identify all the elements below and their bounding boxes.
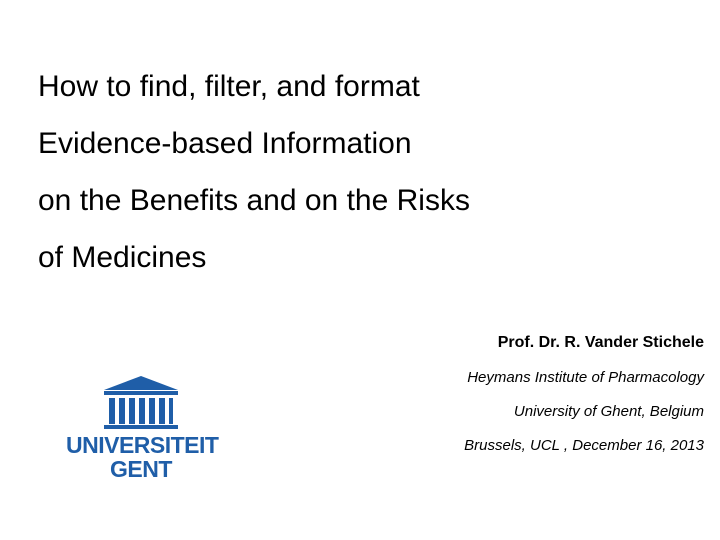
logo-text-universiteit: UNIVERSITEIT <box>66 432 219 458</box>
university-building-icon <box>66 374 216 434</box>
university-logo <box>66 374 219 484</box>
author-block <box>464 332 704 470</box>
affiliation-university: University of Ghent, Belgium <box>513 403 704 420</box>
author-name: Prof. Dr. R. Vander Stichele <box>497 334 704 351</box>
affiliation-event-date: Brussels, UCL , December 16, 2013 <box>464 437 704 454</box>
affiliation-institute: Heymans Institute of Pharmacology <box>467 369 704 386</box>
title-line-3: on the Benefits and on the Risks <box>38 184 470 217</box>
title-line-1: How to find, filter, and format <box>38 70 420 103</box>
logo-text-gent: GENT <box>110 456 172 482</box>
title-line-2: Evidence-based Information <box>38 127 412 160</box>
slide-title <box>38 58 698 286</box>
title-line-4: of Medicines <box>38 241 207 274</box>
